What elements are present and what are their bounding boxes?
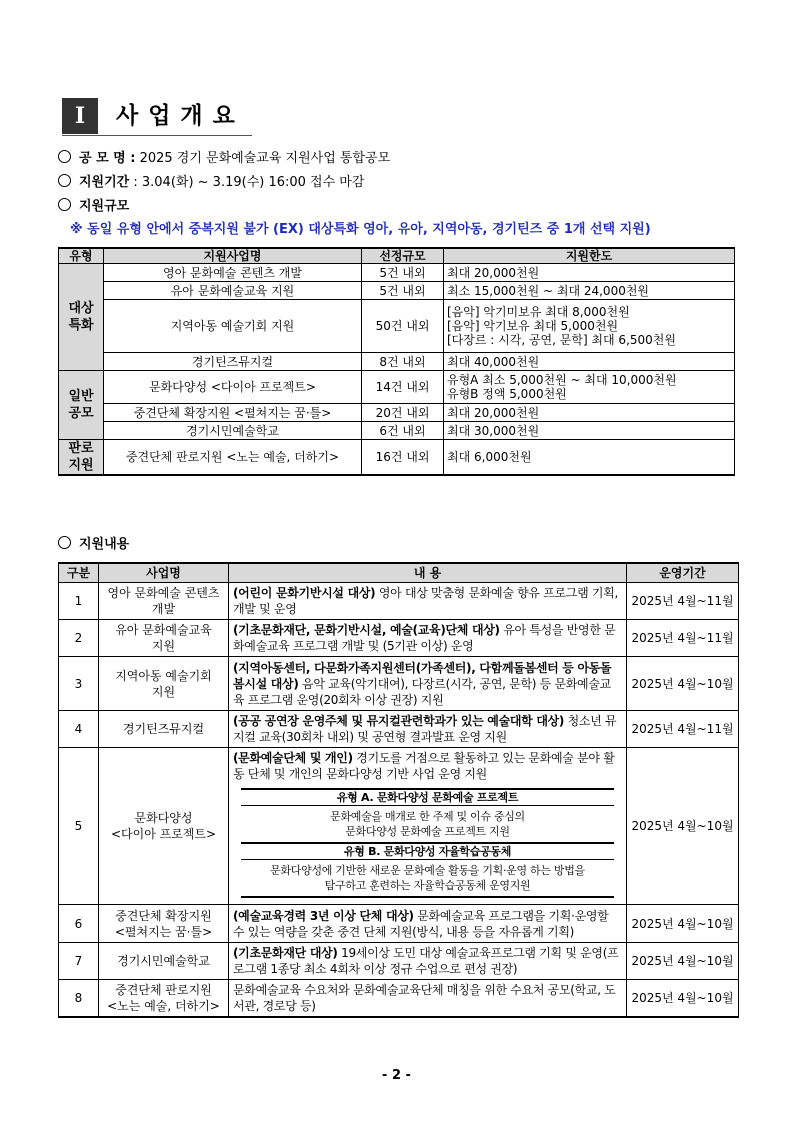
table-row <box>59 943 739 980</box>
cell-line: 문화예술을 매개로 한 주제 및 이슈 중심의 <box>330 810 525 823</box>
support-limit-cell <box>444 371 735 404</box>
type-title: 유형 A. 문화다양성 문화예술 프로젝트 <box>241 788 614 806</box>
header-cell: 지원한도 <box>444 248 735 264</box>
program-name-cell <box>99 980 229 1018</box>
table-row <box>59 404 735 422</box>
cell-line: <노는 예술, 더하기> <box>107 999 220 1013</box>
info-period-line <box>58 173 364 193</box>
cell-line: 최대 40,000천원 <box>447 354 540 369</box>
header-cell: 내 용 <box>229 563 627 583</box>
program-name-cell: 영아 문화예술 콘텐츠 개발 <box>104 264 362 282</box>
circle-bullet-icon <box>58 536 71 549</box>
target-label: (기초문화재단 대상) <box>233 946 338 960</box>
selection-scale-cell: 5건 내외 <box>362 282 444 300</box>
content-text: 경기도를 거점으로 활동하고 있는 문화예술 분야 활동 단체 및 개인의 문화다양성 기반 사업 운영 지원 <box>233 751 615 781</box>
operation-period-cell: 2025년 4월~10월 <box>627 980 739 1018</box>
operation-period-cell: 2025년 4월~11월 <box>627 711 739 748</box>
support-limit-cell <box>444 353 735 371</box>
target-label: (지역아동센터, 다문화가족지원센터(가족센터), 다함께돌봄센터 등 아동돌봄시설 대상) <box>233 660 612 691</box>
table-row <box>59 905 739 943</box>
content-text: 유아 특성을 반영한 문화예술교육 프로그램 개발 및 (5기관 이상) 운영 <box>233 623 616 653</box>
table-row <box>59 711 739 748</box>
table-row <box>59 980 739 1018</box>
selection-scale-cell: 5건 내외 <box>362 264 444 282</box>
program-name-cell: 중견단체 판로지원 <노는 예술, 더하기> <box>104 440 362 476</box>
operation-period-cell: 2025년 4월~10월 <box>627 905 739 943</box>
category-cell <box>59 371 104 440</box>
header-cell: 사업명 <box>99 563 229 583</box>
operation-period-cell: 2025년 4월~10월 <box>627 748 739 905</box>
operation-period-cell: 2025년 4월~10월 <box>627 657 739 711</box>
cell-line: 지원 <box>68 458 94 473</box>
cell-line: 최대 20,000천원 <box>447 405 540 420</box>
support-limit-cell <box>444 422 735 440</box>
duplicate-note: ※ 동일 유형 안에서 중복지원 불가 (EX) 대상특화 영아, 유아, 지역아동, 경기틴즈 중 1개 선택 지원) <box>70 222 651 237</box>
program-name-cell <box>99 748 229 905</box>
type-box <box>241 788 614 898</box>
selection-scale-cell: 14건 내외 <box>362 371 444 404</box>
support-scale-table <box>58 247 735 476</box>
content-text: 영아 대상 맞춤형 문화예술 향유 프로그램 기획, 개발 및 운영 <box>233 586 619 616</box>
content-section-label: 지원내용 <box>79 537 130 552</box>
content-cell <box>229 583 627 620</box>
heading-underline <box>62 135 252 136</box>
content-cell <box>229 620 627 657</box>
cell-line: 대상 <box>68 301 94 316</box>
cell-line: 판로 <box>68 441 94 456</box>
page-number: - 2 - <box>382 1068 411 1083</box>
header-cell: 구분 <box>59 563 99 583</box>
row-number-cell: 3 <box>59 657 99 711</box>
selection-scale-cell: 20건 내외 <box>362 404 444 422</box>
table-row <box>59 748 739 905</box>
info-scale-line <box>58 197 129 217</box>
support-limit-cell <box>444 404 735 422</box>
circle-bullet-icon <box>58 150 71 163</box>
support-limit-cell <box>444 300 735 353</box>
program-name-cell: 유아 문화예술교육 지원 <box>104 282 362 300</box>
row-number-cell: 1 <box>59 583 99 620</box>
type-description <box>241 806 614 842</box>
target-label: (예술교육경력 3년 이상 단체 대상) <box>233 908 414 923</box>
category-cell <box>59 264 104 371</box>
info-period-value: : 3.04(화) ~ 3.19(수) 16:00 접수 마감 <box>129 175 365 190</box>
section-heading <box>62 98 252 136</box>
info-period-label: 지원기간 <box>79 175 130 190</box>
program-name-cell <box>99 943 229 980</box>
target-label: (문화예술단체 및 개인) <box>233 751 353 765</box>
content-text: 문화예술교육 프로그램을 기획·운영할 수 있는 역량을 갖춘 중견 단체 지원(방식, 내용 등을 자유롭게 기획) <box>233 908 609 939</box>
cell-line: 중견단체 확장지원 <box>115 908 212 923</box>
cell-line: 지역아동 예술기회 <box>115 668 212 683</box>
program-name-cell: 문화다양성 <다이아 프로젝트> <box>104 371 362 404</box>
header-cell: 선정규모 <box>362 248 444 264</box>
content-text: 19세이상 도민 대상 예술교육프로그램 기획 및 운영(프로그램 1종당 최소 4회차 이상 정규 수업으로 편성 권장) <box>233 946 619 976</box>
info-scale-label: 지원규모 <box>79 199 130 214</box>
table-row <box>59 282 735 300</box>
row-number-cell: 5 <box>59 748 99 905</box>
content-text: 음악 교육(악기대여), 다장르(시각, 공연, 문학) 등 문화예술교육 프로그램 운영(20회차 이상 권장) 지원 <box>233 676 611 707</box>
row-number-cell: 6 <box>59 905 99 943</box>
program-name-cell <box>99 583 229 620</box>
row-number-cell: 2 <box>59 620 99 657</box>
cell-line: [음악] 악기보유 최대 5,000천원 <box>447 319 619 333</box>
program-name-cell: 중견단체 확장지원 <펼쳐지는 꿈·틀> <box>104 404 362 422</box>
program-name-cell <box>99 657 229 711</box>
content-text: 청소년 뮤지컬 교육(30회차 내외) 및 공연형 결과발표 운영 지원 <box>233 714 617 744</box>
cell-line: 중견단체 판로지원 <box>115 983 212 997</box>
support-content-table <box>58 562 739 1018</box>
target-label: (공공 공연장 운영주체 및 뮤지컬관련학과가 있는 예술대학 대상) <box>233 714 565 728</box>
target-label: (어린이 문화기반시설 대상) <box>233 586 376 600</box>
info-name-value: 2025 경기 문화예술교육 지원사업 통합공모 <box>135 151 391 166</box>
cell-line: <다이아 프로젝트> <box>110 827 217 841</box>
cell-line: 특화 <box>68 318 94 333</box>
cell-line: 경기시민예술학교 <box>117 954 210 968</box>
cell-line: 유형A 최소 5,000천원 ~ 최대 10,000천원 <box>447 373 677 387</box>
info-name-line <box>58 149 390 169</box>
cell-line: 최대 20,000천원 <box>447 265 540 280</box>
cell-line: [음악] 악기미보유 최대 8,000천원 <box>447 305 630 319</box>
section-number: I <box>62 98 98 134</box>
circle-bullet-icon <box>58 198 71 211</box>
selection-scale-cell: 50건 내외 <box>362 300 444 353</box>
program-name-cell <box>99 711 229 748</box>
content-cell <box>229 748 627 905</box>
program-name-cell: 경기시민예술학교 <box>104 422 362 440</box>
cell-line: 유형B 정액 5,000천원 <box>447 387 567 401</box>
selection-scale-cell: 6건 내외 <box>362 422 444 440</box>
type-title: 유형 B. 문화다양성 자율학습공동체 <box>241 842 614 860</box>
cell-line: 문화다양성에 기반한 새로운 문화예술 활동을 기획·운영 하는 방법을 <box>270 864 585 877</box>
support-limit-cell <box>444 264 735 282</box>
info-name-label: 공 모 명 : <box>79 151 136 166</box>
table-row <box>59 583 739 620</box>
content-cell <box>229 980 627 1018</box>
cell-line: 공모 <box>68 406 94 421</box>
table-row <box>59 353 735 371</box>
cell-line: 일반 <box>68 389 94 404</box>
cell-line: [다장르 : 시각, 공연, 문학] 최대 6,500천원 <box>447 333 676 347</box>
content-section-line <box>58 535 129 555</box>
header-cell: 지원사업명 <box>104 248 362 264</box>
program-name-cell <box>99 905 229 943</box>
cell-line: 탐구하고 훈련하는 자율학습공동체 운영지원 <box>324 879 531 892</box>
circle-bullet-icon <box>58 174 71 187</box>
cell-line: 지원 <box>151 684 176 699</box>
row-number-cell: 7 <box>59 943 99 980</box>
table-row <box>59 422 735 440</box>
content-cell <box>229 943 627 980</box>
content-text: 문화예술교육 수요처와 문화예술교육단체 매칭을 위한 수요처 공모(학교, 도서관, 경로당 등) <box>233 983 616 1013</box>
cell-line: 개발 <box>151 602 176 616</box>
support-limit-cell <box>444 440 735 476</box>
table-row <box>59 371 735 404</box>
table-row <box>59 657 739 711</box>
row-number-cell: 4 <box>59 711 99 748</box>
cell-line: 경기틴즈뮤지컬 <box>122 722 205 736</box>
cell-line: 지원 <box>151 639 176 653</box>
table-header-row <box>59 248 735 264</box>
cell-line: 최대 6,000천원 <box>447 450 532 464</box>
cell-line: 영아 문화예술 콘텐츠 <box>107 586 220 600</box>
category-cell <box>59 440 104 476</box>
table-row <box>59 264 735 282</box>
cell-line: 최소 15,000천원 ~ 최대 24,000천원 <box>447 283 650 298</box>
cell-line: <펼쳐지는 꿈·틀> <box>114 924 213 939</box>
row-number-cell: 8 <box>59 980 99 1018</box>
program-name-cell: 경기틴즈뮤지컬 <box>104 353 362 371</box>
operation-period-cell: 2025년 4월~11월 <box>627 620 739 657</box>
cell-line: 문화다양성 <box>134 811 193 825</box>
cell-line: 최대 30,000천원 <box>447 423 540 438</box>
content-cell <box>229 905 627 943</box>
cell-line: 유아 문화예술교육 <box>115 623 212 637</box>
table-row <box>59 440 735 476</box>
content-cell <box>229 657 627 711</box>
operation-period-cell: 2025년 4월~11월 <box>627 583 739 620</box>
target-label: (기초문화재단, 문화기반시설, 예술(교육)단체 대상) <box>233 623 500 637</box>
table-row <box>59 300 735 353</box>
cell-line: 문화다양성 문화예술 프로젝트 지원 <box>345 825 510 838</box>
header-cell: 운영기간 <box>627 563 739 583</box>
section-title: 사업개요 <box>116 103 245 129</box>
selection-scale-cell: 8건 내외 <box>362 353 444 371</box>
table-header-row <box>59 563 739 583</box>
selection-scale-cell: 16건 내외 <box>362 440 444 476</box>
header-cell: 유형 <box>59 248 104 264</box>
operation-period-cell: 2025년 4월~10월 <box>627 943 739 980</box>
type-description <box>241 860 614 898</box>
support-limit-cell <box>444 282 735 300</box>
table-row <box>59 620 739 657</box>
program-name-cell: 지역아동 예술기회 지원 <box>104 300 362 353</box>
content-cell <box>229 711 627 748</box>
program-name-cell <box>99 620 229 657</box>
